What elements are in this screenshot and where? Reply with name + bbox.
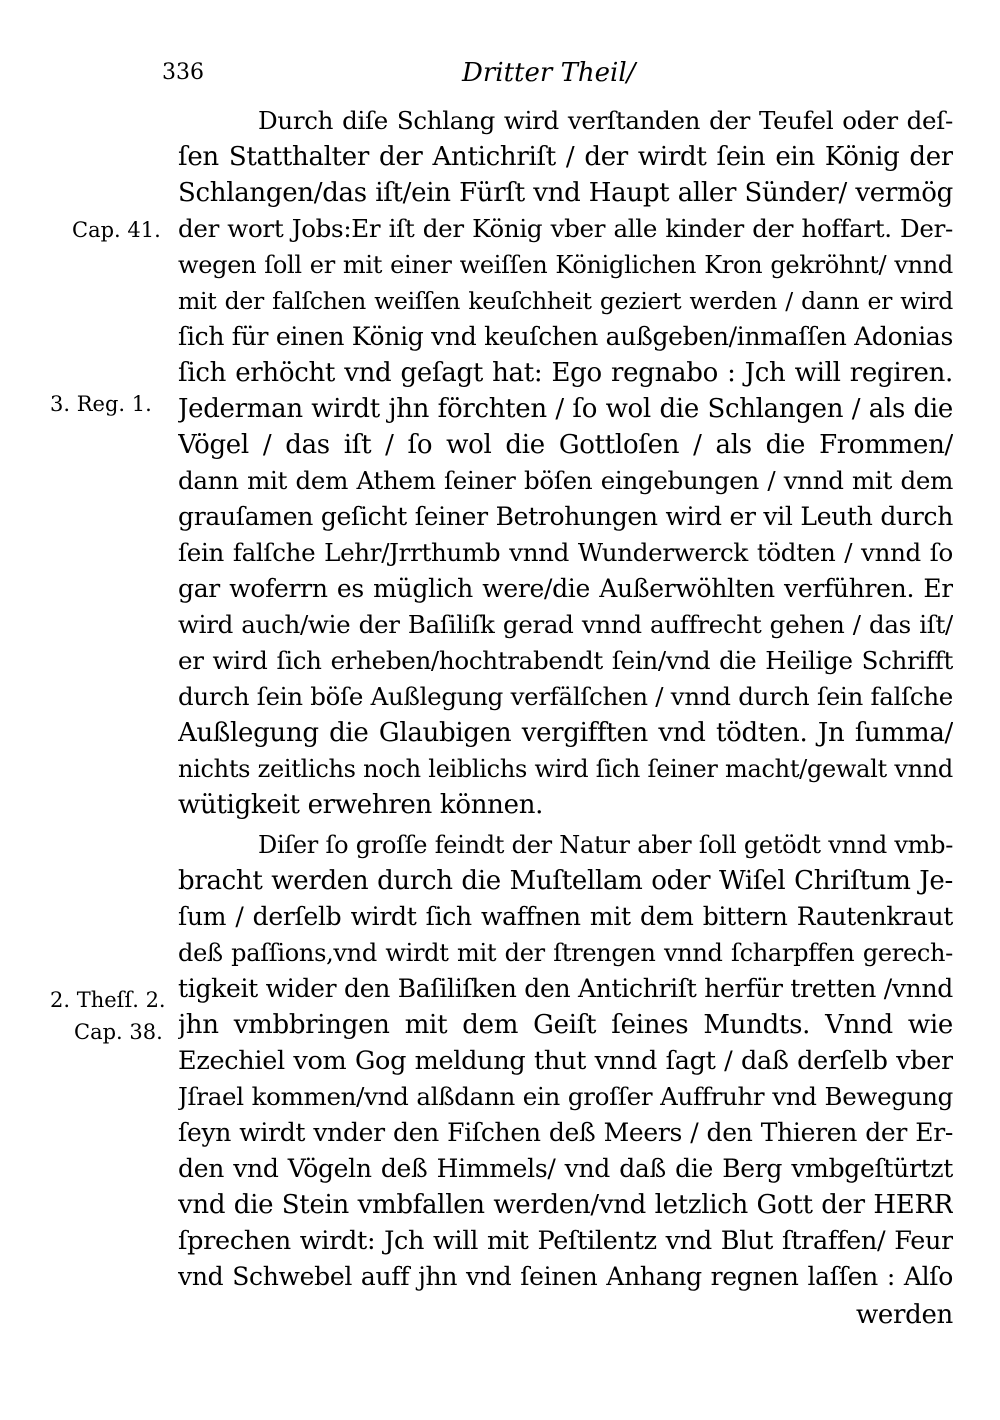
text-line: mit der falſchen weiſſen keuſchheit geziert werden / dann er wird xyxy=(178,287,953,315)
text-line: vnd die Stein vmbfallen werden/vnd letzlich Gott der HERR xyxy=(178,1190,953,1220)
text-line: durch ſein böſe Außlegung verfälſchen / vnnd durch ſein falſche xyxy=(178,682,953,711)
text-line: wütigkeit erwehren können. xyxy=(178,790,544,820)
text-line: Durch diſe Schlang wird verſtanden der Teufel oder deſ- xyxy=(258,106,953,135)
text-line: ſprechen wirdt: Jch will mit Peſtilentz vnd Blut ſtraffen/ Feur xyxy=(178,1226,953,1256)
margin-note: Cap. 41. xyxy=(72,218,161,242)
text-line: vnd Schwebel auff jhn vnd ſeinen Anhang regnen laſſen : Alſo xyxy=(178,1262,953,1291)
running-head: Dritter Theil/ xyxy=(462,58,636,88)
text-line: ſich erhöcht vnd geſagt hat: Ego regnabo : Jch will regiren. xyxy=(178,358,953,388)
text-line: ſum / derſelb wirdt ſich waffnen mit dem bittern Rautenkraut xyxy=(178,902,953,931)
text-line: den vnd Vögeln deß Himmels/ vnd daß die Berg vmbgeſtürtzt xyxy=(178,1154,953,1183)
text-line: er wird ſich erheben/hochtrabendt ſein/vnd die Heilige Schrifft xyxy=(178,646,953,675)
text-line: Ezechiel vom Gog meldung thut vnnd ſagt / daß derſelb vber xyxy=(178,1046,953,1076)
text-line: ſein falſche Lehr/Jrrthumb vnnd Wunderwerck tödten / vnnd ſo xyxy=(178,538,953,567)
catchword: werden xyxy=(855,1300,953,1330)
text-line: Jſrael kommen/vnd alßdann ein groſſer Auffruhr vnd Bewegung xyxy=(178,1082,953,1111)
text-line: der wort Jobs:Er iſt der König vber alle kinder der hoffart. Der- xyxy=(178,214,953,243)
text-line: wird auch/wie der Baſiliſk gerad vnnd auffrecht gehen / das iſt/ xyxy=(178,610,953,639)
text-line: grauſamen geſicht ſeiner Betrohungen wird er vil Leuth durch xyxy=(178,502,953,531)
text-line: deß paſſions,vnd wirdt mit der ſtrengen vnnd ſcharpffen gerech- xyxy=(178,939,953,967)
text-line: Diſer ſo groſſe feindt der Natur aber ſoll getödt vnnd vmb- xyxy=(258,831,953,859)
text-line: bracht werden durch die Muſtellam oder Wiſel Chriſtum Je- xyxy=(178,866,953,896)
text-line: ſen Statthalter der Antichriſt / der wirdt ſein ein König der xyxy=(178,142,953,172)
margin-note: Cap. 38. xyxy=(74,1020,163,1044)
margin-note: 3. Reg. 1. xyxy=(50,392,152,416)
text-line: ſeyn wirdt vnder den Fiſchen deß Meers / den Thieren der Er- xyxy=(178,1118,953,1147)
text-line: jhn vmbbringen mit dem Geiſt ſeines Mundts. Vnnd wie xyxy=(178,1010,953,1040)
text-line: gar woferrn es müglich were/die Außerwöhlten verführen. Er xyxy=(178,574,953,603)
text-line: wegen ſoll er mit einer weiſſen Königlichen Kron gekröhnt/ vnnd xyxy=(178,251,953,279)
text-line: Außlegung die Glaubigen vergifften vnd tödten. Jn ſumma/ xyxy=(178,718,953,748)
text-line: Jederman wirdt jhn förchten / ſo wol die Schlangen / als die xyxy=(178,394,953,424)
text-line: Schlangen/das iſt/ein Fürſt vnd Haupt aller Sünder/ vermög xyxy=(178,178,953,208)
text-line: tigkeit wider den Baſiliſken den Antichriſt herfür tretten /vnnd xyxy=(178,974,953,1003)
text-line: dann mit dem Athem ſeiner böſen eingebungen / vnnd mit dem xyxy=(178,466,953,495)
text-line: ſich für einen König vnd keuſchen außgeben/inmaſſen Adonias xyxy=(178,322,953,351)
text-line: Vögel / das iſt / ſo wol die Gottloſen / als die Frommen/ xyxy=(178,430,953,460)
margin-note: 2. Theſſ. 2. xyxy=(50,988,166,1012)
page-number: 336 xyxy=(162,60,204,85)
text-line: nichts zeitlichs noch leiblichs wird ſich ſeiner macht/gewalt vnnd xyxy=(178,755,953,783)
